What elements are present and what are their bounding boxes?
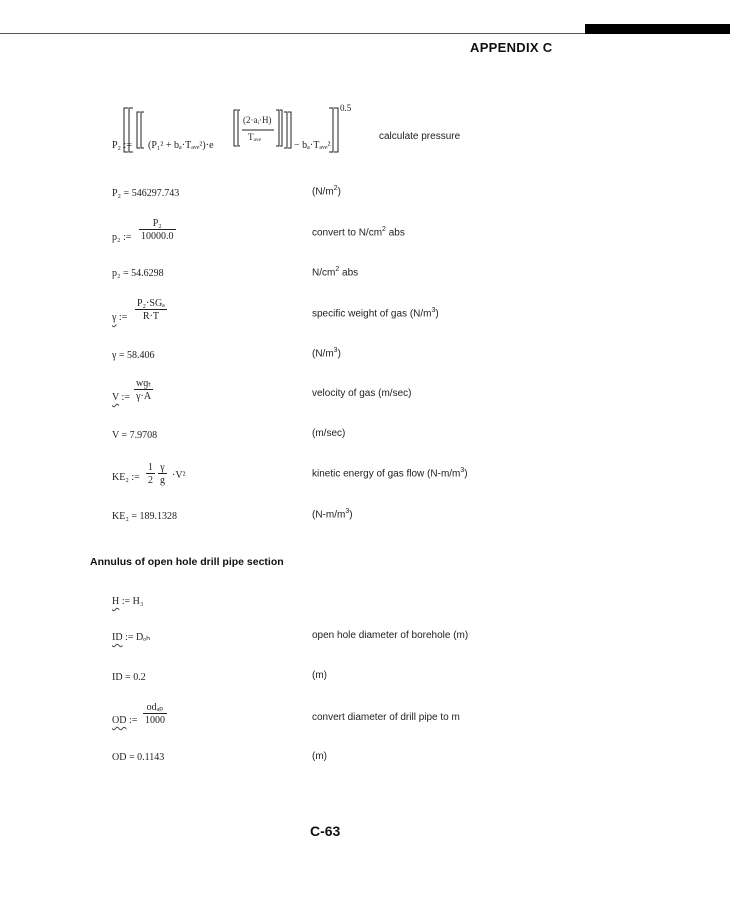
- gamma-formula-numerator: P₂·SGₐ: [137, 298, 165, 309]
- id-value-unit: (m): [312, 670, 327, 681]
- ke-formula-fraction-1: [146, 462, 155, 486]
- ke-formula-f1-numerator: 1: [148, 462, 153, 473]
- gamma-formula-lhs: γ :=: [112, 312, 128, 323]
- id-value: ID = 0.2: [112, 672, 146, 683]
- id-assign: ID := Dₒₕ: [112, 632, 151, 643]
- od-formula-denominator: 1000: [145, 715, 165, 726]
- p2-convert-numerator: P₂: [152, 218, 162, 229]
- p2-value-unit: $(N/m^2)$: [312, 185, 341, 198]
- p2-value: P₂ = 546297.743: [112, 188, 180, 199]
- v-value-unit: (m/sec): [312, 428, 346, 439]
- ke-formula-lhs: KE₂ :=: [112, 472, 140, 483]
- p2-formula-brackets: [0, 0, 730, 200]
- v-formula-fraction: [134, 378, 153, 402]
- p2-convert-lhs: p₂ :=: [112, 232, 132, 243]
- v-formula-comment: velocity of gas (m/sec): [312, 388, 412, 399]
- p2-conv-value: p₂ = 54.6298: [112, 268, 164, 279]
- ke-formula-f2-denominator: g: [160, 475, 165, 486]
- p2-formula-base-term: (P₁² + bₐ·Tₐᵥₑ²)·e: [148, 140, 214, 151]
- gamma-formula-denominator: R·T: [135, 309, 167, 322]
- p2-formula-exponent-top: (2·aᵢ·H): [243, 115, 272, 125]
- page-number: C-63: [310, 823, 341, 839]
- od-formula-comment: convert diameter of drill pipe to m: [312, 712, 460, 723]
- od-formula-numerator: odₔₚ: [146, 702, 164, 713]
- v-formula-numerator: wɡₜ: [136, 378, 152, 389]
- h-assign: H := H₃: [112, 596, 144, 607]
- p2-convert-denominator: 10000.0: [141, 231, 174, 242]
- section-title: Annulus of open hole drill pipe section: [90, 556, 284, 568]
- v-formula-denominator: γ·A: [134, 389, 153, 402]
- od-formula-fraction: [143, 702, 167, 726]
- p2-formula-exponent-bottom: Tₐᵥₑ: [248, 132, 261, 142]
- p2-formula-comment: calculate pressure: [379, 131, 461, 142]
- ke-formula-tail: ·V²: [172, 470, 186, 481]
- v-formula-lhs: V :=: [112, 392, 130, 403]
- p2-convert-fraction: [139, 218, 176, 242]
- gamma-value-unit: $(N/m^3)$: [312, 347, 341, 360]
- ke-formula-f2-numerator: γ: [160, 462, 165, 473]
- od-formula-lhs: OD :=: [112, 715, 138, 726]
- appendix-title: APPENDIX C: [470, 40, 553, 55]
- ke-formula-fraction-2: [158, 462, 167, 486]
- gamma-formula-fraction: [135, 298, 167, 322]
- ke-formula-f1-denominator: 2: [148, 475, 153, 486]
- od-value: OD = 0.1143: [112, 752, 165, 763]
- id-assign-comment: open hole diameter of borehole (m): [312, 630, 469, 641]
- gamma-value: γ = 58.406: [112, 350, 155, 361]
- p2-formula-minus-term: − bₐ·Tₐᵥₑ²: [294, 140, 331, 151]
- gamma-formula-comment: specific weight of gas $(N/m^3)$: [312, 307, 439, 320]
- p2-conv-value-unit: $N/cm^2$ abs: [312, 266, 359, 279]
- ke-formula-comment: kinetic energy of gas flow $(N-m/m^3)$: [312, 467, 468, 480]
- ke-value-unit: $(N-m/m^3)$: [312, 508, 353, 521]
- v-value: V = 7.9708: [112, 430, 158, 441]
- p2-convert-comment: convert to $N/cm^2$ abs: [312, 226, 405, 239]
- ke-value: KE₂ = 189.1328: [112, 511, 177, 522]
- p2-formula-power: 0.5: [340, 103, 352, 113]
- p2-formula-lhs: P₂ :=: [112, 140, 132, 151]
- od-value-unit: (m): [312, 751, 327, 762]
